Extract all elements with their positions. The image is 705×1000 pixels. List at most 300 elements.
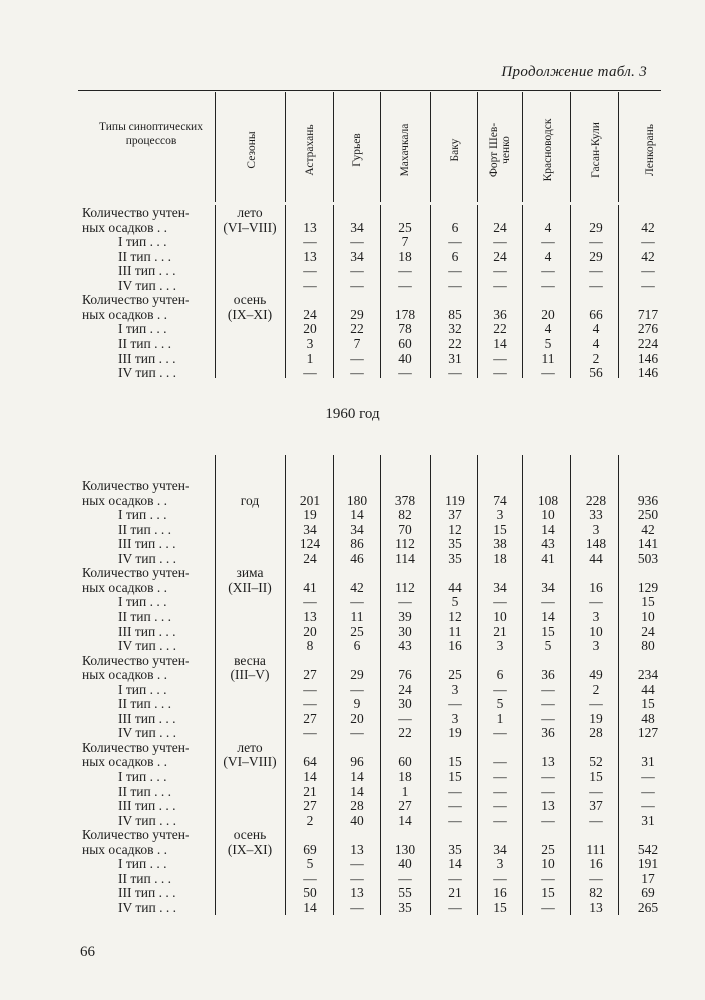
- table-cell: 15: [541, 885, 555, 901]
- table-cell: —: [541, 234, 555, 250]
- table-cell: —: [303, 725, 317, 741]
- table-cell: —: [541, 696, 555, 712]
- table-cell: 28: [589, 725, 603, 741]
- column-line: [522, 205, 523, 378]
- table-cell: 32: [448, 321, 462, 337]
- column-line: [430, 205, 431, 378]
- header-station: Гасан-Кули: [590, 122, 602, 178]
- table-cell: 14: [448, 856, 462, 872]
- table-cell: —: [493, 263, 507, 279]
- season-name: осень: [233, 827, 267, 843]
- table-cell: —: [448, 365, 462, 381]
- table-cell: 16: [589, 856, 603, 872]
- table-cell: 6: [496, 667, 504, 683]
- table-cell: 17: [641, 870, 655, 886]
- table-cell: —: [589, 812, 603, 828]
- table-cell: 201: [299, 492, 321, 508]
- table-cell: 24: [493, 219, 507, 235]
- table-cell: 7: [353, 335, 361, 351]
- table-cell: 3: [496, 638, 504, 654]
- table-cell: 86: [350, 536, 364, 552]
- table-cell: 19: [448, 725, 462, 741]
- table-cell: 60: [398, 754, 412, 770]
- row-label-total-2: ных осадков . .: [82, 579, 168, 595]
- table-cell: —: [541, 783, 555, 799]
- table-cell: 15: [448, 769, 462, 784]
- table-cell: 14: [541, 521, 555, 537]
- table-cell: 16: [448, 638, 462, 654]
- table-cell: 5: [544, 335, 552, 351]
- season-months: (VI–VIII): [223, 754, 277, 770]
- table-cell: 44: [448, 579, 462, 595]
- table-cell: 15: [493, 899, 507, 915]
- column-line: [285, 455, 286, 915]
- table-cell: 146: [637, 365, 659, 381]
- table-cell: 42: [641, 219, 655, 235]
- table-cell: 10: [641, 608, 655, 624]
- table-cell: 34: [350, 248, 364, 264]
- table-cell: —: [303, 681, 317, 697]
- table-cell: 20: [350, 710, 364, 726]
- table-cell: 16: [493, 885, 507, 901]
- table-cell: 35: [448, 536, 462, 552]
- table-cell: 3: [306, 335, 314, 351]
- table-cell: 191: [637, 856, 659, 872]
- column-line: [380, 455, 381, 915]
- table-cell: —: [641, 769, 655, 784]
- header-col-line: [618, 92, 619, 202]
- table-cell: 34: [493, 841, 507, 857]
- table-cell: —: [493, 277, 507, 293]
- row-label-type: I тип . . .: [118, 507, 167, 523]
- table-cell: —: [448, 812, 462, 828]
- header-station: Баку: [449, 138, 461, 162]
- row-label-type: IV тип . . .: [118, 899, 176, 915]
- table-cell: 4: [592, 335, 600, 351]
- row-label-type: I тип . . .: [118, 321, 167, 337]
- table-cell: 18: [398, 769, 412, 784]
- table-cell: 114: [395, 550, 415, 566]
- table-cell: 6: [353, 638, 361, 654]
- header-types: Типы синоптических процессов: [99, 121, 203, 147]
- row-label-total-1: Количество учтен-: [82, 478, 190, 493]
- table-cell: 29: [589, 219, 603, 235]
- table-cell: 30: [398, 623, 412, 639]
- table-cell: —: [350, 263, 364, 279]
- table-cell: —: [448, 783, 462, 799]
- row-label-type: II тип . . .: [118, 248, 171, 264]
- table-cell: 16: [589, 579, 603, 595]
- table-cell: 276: [637, 321, 659, 337]
- row-label-type: II тип . . .: [118, 521, 171, 537]
- table-cell: —: [493, 870, 507, 886]
- table-cell: 96: [350, 754, 364, 770]
- table-cell: —: [641, 234, 655, 250]
- table-cell: —: [589, 870, 603, 886]
- table-cell: 13: [541, 754, 555, 770]
- table-cell: 35: [398, 899, 412, 915]
- row-label-total-2: ных осадков . .: [82, 219, 168, 235]
- table-cell: —: [398, 277, 412, 293]
- table-cell: 13: [350, 841, 364, 857]
- row-label-total-1: Количество учтен-: [82, 565, 190, 581]
- table-cell: —: [493, 783, 507, 799]
- table-cell: —: [541, 263, 555, 279]
- season-name: зима: [236, 565, 264, 581]
- table-cell: —: [448, 696, 462, 712]
- row-label-total-2: ных осадков . .: [82, 667, 168, 683]
- header-col-line: [477, 92, 478, 202]
- table-cell: 55: [398, 885, 412, 901]
- table-cell: 224: [637, 335, 659, 351]
- table-cell: 56: [589, 365, 603, 381]
- row-label-type: III тип . . .: [118, 536, 176, 552]
- table-cell: 27: [303, 667, 317, 683]
- table-cell: 178: [394, 306, 416, 322]
- row-label-type: II тип . . .: [118, 608, 171, 624]
- table-cell: 44: [589, 550, 603, 566]
- table-cell: 10: [541, 507, 555, 523]
- table-cell: 40: [350, 812, 364, 828]
- table-cell: 14: [493, 335, 507, 351]
- table-cell: —: [350, 350, 364, 366]
- table-cell: 82: [589, 885, 603, 901]
- table-cell: 27: [398, 798, 412, 814]
- table-cell: 60: [398, 335, 412, 351]
- row-label-type: I тип . . .: [118, 769, 167, 784]
- table-cell: —: [448, 899, 462, 915]
- table-cell: 52: [589, 754, 603, 770]
- table-cell: 36: [493, 306, 507, 322]
- row-label-type: IV тип . . .: [118, 277, 176, 293]
- table-cell: —: [641, 263, 655, 279]
- table-cell: —: [589, 696, 603, 712]
- table-cell: 28: [350, 798, 364, 814]
- table-cell: 43: [398, 638, 412, 654]
- table-cell: —: [541, 277, 555, 293]
- header-station: Красноводск: [542, 118, 554, 182]
- table-cell: 22: [448, 335, 462, 351]
- table-cell: —: [493, 798, 507, 814]
- row-label-total-2: ных осадков . .: [82, 492, 168, 508]
- table-cell: —: [350, 870, 364, 886]
- table-cell: 1: [306, 350, 314, 366]
- table-cell: 4: [592, 321, 600, 337]
- table-cell: —: [350, 365, 364, 381]
- table-cell: 4: [544, 219, 552, 235]
- table-cell: 21: [448, 885, 462, 901]
- table-cell: 20: [303, 321, 317, 337]
- table-cell: 29: [589, 248, 603, 264]
- table-cell: 78: [398, 321, 412, 337]
- table-cell: 10: [541, 856, 555, 872]
- table-cell: —: [448, 234, 462, 250]
- table-cell: 30: [398, 696, 412, 712]
- table-cell: 11: [541, 350, 555, 366]
- table-cell: 82: [398, 507, 412, 523]
- table-cell: 24: [641, 623, 655, 639]
- table-cell: 234: [637, 667, 659, 683]
- season-months: (III–V): [230, 667, 270, 683]
- table-cell: 85: [448, 306, 462, 322]
- header-station: Астрахань: [304, 124, 316, 176]
- table-cell: 48: [641, 710, 655, 726]
- table-cell: —: [448, 263, 462, 279]
- table-cell: 15: [641, 696, 655, 712]
- header-col-line: [215, 92, 216, 202]
- table-cell: 25: [350, 623, 364, 639]
- table-cell: 13: [303, 219, 317, 235]
- table-cell: —: [398, 365, 412, 381]
- table-cell: 80: [641, 638, 655, 654]
- table-cell: —: [641, 783, 655, 799]
- table-cell: 1: [496, 710, 504, 726]
- table-cell: 34: [303, 521, 317, 537]
- table-cell: —: [493, 234, 507, 250]
- row-label-type: IV тип . . .: [118, 365, 176, 381]
- table-cell: —: [493, 350, 507, 366]
- row-label-type: II тип . . .: [118, 696, 171, 712]
- column-line: [333, 455, 334, 915]
- row-label-type: III тип . . .: [118, 350, 176, 366]
- table-cell: 14: [350, 507, 364, 523]
- table-cell: —: [303, 277, 317, 293]
- table-cell: —: [493, 681, 507, 697]
- table-cell: 148: [585, 536, 607, 552]
- table-cell: 5: [306, 856, 314, 872]
- table-cell: —: [448, 798, 462, 814]
- row-label-type: III тип . . .: [118, 798, 176, 814]
- table-cell: —: [541, 769, 555, 784]
- table-cell: 7: [401, 234, 409, 250]
- row-label-type: II тип . . .: [118, 783, 171, 799]
- table-cell: 12: [448, 608, 462, 624]
- table-cell: —: [398, 710, 412, 726]
- table-cell: 13: [589, 899, 603, 915]
- table-cell: 1: [401, 783, 409, 799]
- column-line: [285, 205, 286, 378]
- table-cell: 2: [592, 681, 600, 697]
- header-col-line: [522, 92, 523, 202]
- table-cell: —: [303, 594, 317, 610]
- table-cell: 36: [541, 667, 555, 683]
- table-cell: 146: [637, 350, 659, 366]
- table-cell: 42: [350, 579, 364, 595]
- table-caption: Продолжение табл. 3: [501, 64, 647, 80]
- table-cell: 34: [541, 579, 555, 595]
- table-cell: —: [541, 365, 555, 381]
- table-cell: —: [350, 594, 364, 610]
- table-cell: 66: [589, 306, 603, 322]
- row-label-type: III тип . . .: [118, 710, 176, 726]
- season-months: год: [240, 492, 260, 508]
- table-cell: 33: [589, 507, 603, 523]
- table-cell: —: [493, 725, 507, 741]
- table-cell: 31: [641, 812, 655, 828]
- table-cell: 29: [350, 667, 364, 683]
- table-cell: 3: [496, 507, 504, 523]
- table-cell: 24: [303, 550, 317, 566]
- table-cell: 13: [303, 248, 317, 264]
- table-cell: 76: [398, 667, 412, 683]
- table-cell: 15: [589, 769, 603, 784]
- row-label-type: I тип . . .: [118, 594, 167, 610]
- season-months: (IX–XI): [227, 841, 273, 857]
- table-cell: 19: [589, 710, 603, 726]
- table-cell: 14: [350, 783, 364, 799]
- season-name: весна: [234, 652, 266, 668]
- table-cell: 41: [303, 579, 317, 595]
- table-cell: 503: [637, 550, 659, 566]
- table-cell: 64: [303, 754, 317, 770]
- table-cell: 37: [589, 798, 603, 814]
- season-months: (VI–VIII): [223, 219, 277, 235]
- table-cell: —: [589, 234, 603, 250]
- table-cell: 228: [585, 492, 607, 508]
- table-cell: 18: [398, 248, 412, 264]
- table-cell: 18: [493, 550, 507, 566]
- table-cell: —: [493, 812, 507, 828]
- table-cell: 3: [451, 710, 459, 726]
- row-label-type: III тип . . .: [118, 263, 176, 279]
- table-cell: 22: [493, 321, 507, 337]
- header-col-line: [285, 92, 286, 202]
- table-cell: 43: [541, 536, 555, 552]
- table-cell: 40: [398, 856, 412, 872]
- header-station: Форт Шев- ченко: [488, 122, 512, 178]
- table-cell: 31: [641, 754, 655, 770]
- table-cell: 3: [592, 638, 600, 654]
- table-cell: 20: [541, 306, 555, 322]
- table-cell: 39: [398, 608, 412, 624]
- table-cell: 44: [641, 681, 655, 697]
- table-cell: 31: [448, 350, 462, 366]
- table-cell: 2: [306, 812, 314, 828]
- row-label-type: IV тип . . .: [118, 550, 176, 566]
- table-cell: 15: [493, 521, 507, 537]
- table-cell: 14: [350, 769, 364, 784]
- row-label-total-1: Количество учтен-: [82, 827, 190, 843]
- table-cell: 36: [541, 725, 555, 741]
- table-cell: —: [641, 798, 655, 814]
- table-cell: 124: [299, 536, 321, 552]
- row-label-total-1: Количество учтен-: [82, 292, 190, 308]
- table-cell: —: [589, 263, 603, 279]
- header-col-line: [430, 92, 431, 202]
- table-cell: 24: [493, 248, 507, 264]
- header-col-line: [570, 92, 571, 202]
- row-label-total-1: Количество учтен-: [82, 652, 190, 668]
- season-name: осень: [233, 292, 267, 308]
- table-cell: —: [303, 696, 317, 712]
- table-cell: 112: [395, 579, 415, 595]
- table-cell: —: [303, 365, 317, 381]
- table-cell: 42: [641, 248, 655, 264]
- table-cell: 37: [448, 507, 462, 523]
- row-label-total-1: Количество учтен-: [82, 739, 190, 755]
- table-cell: —: [350, 681, 364, 697]
- table-cell: 13: [541, 798, 555, 814]
- table-cell: —: [303, 234, 317, 250]
- table-cell: 11: [448, 623, 462, 639]
- table-cell: 38: [493, 536, 507, 552]
- table-cell: —: [350, 856, 364, 872]
- table-cell: 27: [303, 798, 317, 814]
- column-line: [333, 205, 334, 378]
- table-cell: 4: [544, 248, 552, 264]
- table-cell: —: [350, 234, 364, 250]
- table-cell: 13: [350, 885, 364, 901]
- table-cell: —: [448, 277, 462, 293]
- table-cell: —: [303, 263, 317, 279]
- table-cell: 19: [303, 507, 317, 523]
- table-cell: 15: [448, 754, 462, 770]
- table-cell: 20: [303, 623, 317, 639]
- table-cell: —: [541, 681, 555, 697]
- header-col-line: [333, 92, 334, 202]
- row-label-type: IV тип . . .: [118, 725, 176, 741]
- table-cell: —: [541, 870, 555, 886]
- table-cell: 3: [592, 608, 600, 624]
- row-label-type: IV тип . . .: [118, 638, 176, 654]
- header-station: Махачкала: [399, 123, 411, 177]
- table-cell: 25: [541, 841, 555, 857]
- table-cell: 24: [303, 306, 317, 322]
- table-cell: —: [398, 870, 412, 886]
- header-top-rule: [78, 90, 661, 91]
- column-line: [477, 205, 478, 378]
- table-cell: 542: [637, 841, 659, 857]
- table-cell: 42: [641, 521, 655, 537]
- table-cell: 34: [350, 219, 364, 235]
- table-cell: —: [350, 725, 364, 741]
- table-cell: 69: [303, 841, 317, 857]
- season-name: лето: [237, 205, 263, 220]
- table-cell: 10: [493, 608, 507, 624]
- season-months: (XII–II): [228, 579, 272, 595]
- column-line: [380, 205, 381, 378]
- column-line: [618, 205, 619, 378]
- table-cell: 6: [451, 219, 459, 235]
- table-cell: 69: [641, 885, 655, 901]
- table-cell: 14: [398, 812, 412, 828]
- table-cell: 3: [592, 521, 600, 537]
- column-line: [570, 455, 571, 915]
- table-cell: —: [493, 769, 507, 784]
- table-cell: 250: [637, 507, 659, 523]
- table-cell: 265: [637, 899, 659, 915]
- table-cell: 108: [537, 492, 559, 508]
- table-cell: 25: [448, 667, 462, 683]
- row-label-type: III тип . . .: [118, 885, 176, 901]
- table-cell: 25: [398, 219, 412, 235]
- header-station: Гурьев: [351, 133, 363, 167]
- table-cell: 141: [637, 536, 659, 552]
- table-cell: —: [448, 870, 462, 886]
- table-cell: 2: [592, 350, 600, 366]
- table-cell: —: [493, 365, 507, 381]
- row-label-type: IV тип . . .: [118, 812, 176, 828]
- row-label-total-2: ных осадков . .: [82, 754, 168, 770]
- table-cell: —: [589, 783, 603, 799]
- table-cell: 15: [641, 594, 655, 610]
- table-cell: 40: [398, 350, 412, 366]
- table-cell: —: [493, 754, 507, 770]
- table-cell: 21: [303, 783, 317, 799]
- column-line: [477, 455, 478, 915]
- table-cell: 378: [394, 492, 416, 508]
- table-cell: 129: [637, 579, 659, 595]
